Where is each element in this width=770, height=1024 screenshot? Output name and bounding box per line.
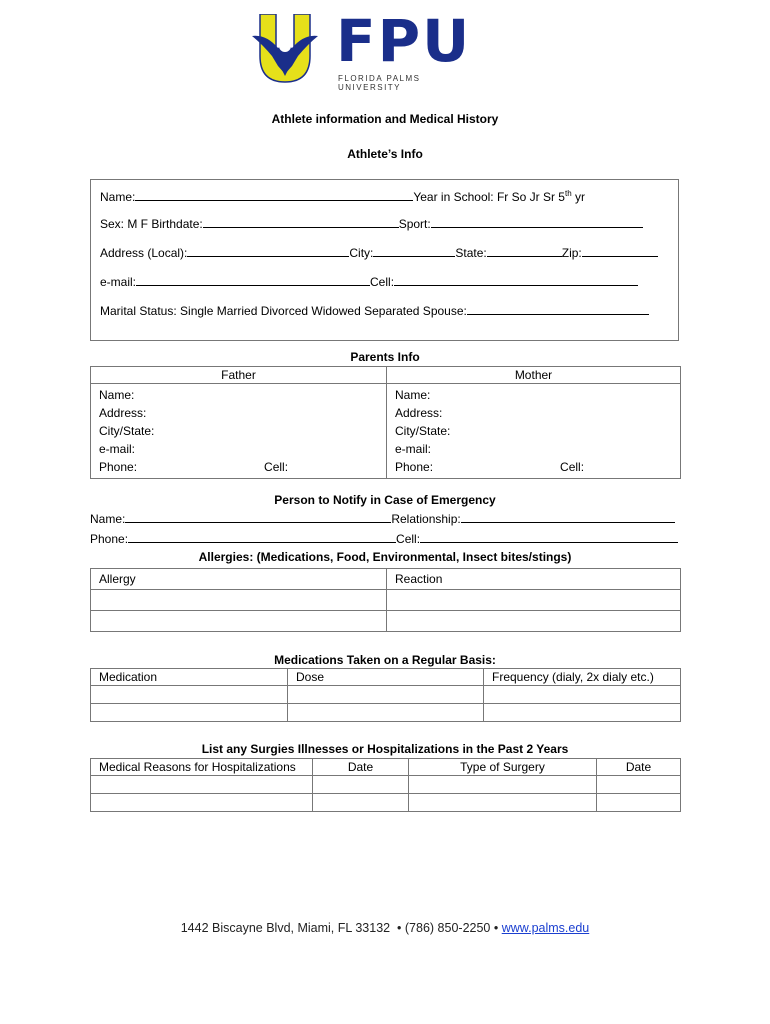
mother-phone-label: Phone: [395, 460, 434, 474]
cell-label: Cell: [370, 275, 395, 289]
date1-header: Date [313, 759, 409, 776]
emergency-heading: Person to Notify in Case of Emergency [274, 493, 496, 507]
emergency-name-field[interactable] [125, 510, 391, 523]
allergy-cell[interactable] [91, 611, 387, 632]
father-header: Father [91, 367, 387, 384]
allergies-heading: Allergies: (Medications, Food, Environmental, Insect bites/stings) [198, 550, 572, 564]
date2-header: Date [597, 759, 681, 776]
mother-name-label: Name: [395, 388, 431, 402]
emergency-phone-field[interactable] [128, 530, 396, 543]
father-address-label: Address: [99, 406, 147, 420]
emergency-phone-label: Phone: [90, 532, 129, 546]
email-field[interactable] [136, 273, 370, 286]
medications-table [90, 668, 681, 722]
medication-cell[interactable] [91, 704, 288, 722]
date2-cell[interactable] [597, 776, 681, 794]
father-city-state-label: City/State: [99, 424, 155, 438]
allergy-cell[interactable] [91, 590, 387, 611]
father-email-label: e-mail: [99, 442, 136, 456]
reaction-header: Reaction [387, 569, 681, 590]
footer [0, 921, 770, 935]
allergy-header: Allergy [91, 569, 387, 590]
father-cell-label: Cell: [264, 460, 289, 474]
reasons-cell[interactable] [91, 776, 313, 794]
zip-field[interactable] [582, 244, 658, 257]
parents-table [90, 366, 681, 479]
university-logo [252, 7, 484, 92]
reasons-header: Medical Reasons for Hospitalizations [91, 759, 313, 776]
logo-university-name: FLORIDA PALMS UNIVERSITY [338, 74, 421, 92]
relationship-label: Relationship: [391, 512, 461, 526]
date1-cell[interactable] [313, 794, 409, 812]
email-label: e-mail: [100, 275, 137, 289]
frequency-header: Frequency (dialy, 2x dialy etc.) [484, 669, 681, 686]
surgery-type-cell[interactable] [409, 776, 597, 794]
surgeries-table [90, 758, 681, 812]
eagle-shield-icon [252, 14, 318, 84]
frequency-cell[interactable] [484, 704, 681, 722]
surgery-type-cell[interactable] [409, 794, 597, 812]
address-field[interactable] [187, 244, 349, 257]
emergency-cell-label: Cell: [396, 532, 421, 546]
year-sup: th [564, 189, 572, 198]
reaction-cell[interactable] [387, 611, 681, 632]
athlete-name-label: Name: [100, 190, 136, 204]
mother-city-state-label: City/State: [395, 424, 451, 438]
sport-label: Sport: [398, 217, 431, 231]
year-in-school-label: Year in School: Fr So Jr Sr 5 [413, 190, 565, 204]
allergies-table [90, 568, 681, 632]
document-title: Athlete information and Medical History [271, 112, 499, 126]
athlete-name-field[interactable] [135, 188, 413, 201]
website-link[interactable]: www.palms.edu [501, 921, 590, 935]
city-label: City: [349, 246, 374, 260]
athlete-info-box [90, 179, 679, 341]
birthdate-field[interactable] [203, 215, 399, 228]
father-details[interactable] [91, 384, 387, 479]
mother-details[interactable] [387, 384, 681, 479]
cell-field[interactable] [394, 273, 638, 286]
sport-field[interactable] [431, 215, 643, 228]
mother-email-label: e-mail: [395, 442, 432, 456]
reasons-cell[interactable] [91, 794, 313, 812]
state-label: State: [455, 246, 487, 260]
reaction-cell[interactable] [387, 590, 681, 611]
medication-cell[interactable] [91, 686, 288, 704]
mother-cell-label: Cell: [560, 460, 585, 474]
father-name-label: Name: [99, 388, 135, 402]
dose-cell[interactable] [288, 704, 484, 722]
athlete-info-heading: Athlete’s Info [347, 147, 423, 161]
marital-status-label: Marital Status: Single Married Divorced Widowed Separated Spouse: [100, 304, 467, 318]
sex-birthdate-label: Sex: M F Birthdate: [100, 217, 203, 231]
medication-header: Medication [91, 669, 288, 686]
logo-letters: FPU [336, 7, 472, 75]
frequency-cell[interactable] [484, 686, 681, 704]
date2-cell[interactable] [597, 794, 681, 812]
footer-address: 1442 Biscayne Blvd, Miami, FL 33132 • (786) 850-2250 • [180, 921, 502, 935]
father-phone-label: Phone: [99, 460, 138, 474]
mother-address-label: Address: [395, 406, 443, 420]
relationship-field[interactable] [461, 510, 675, 523]
emergency-name-label: Name: [90, 512, 126, 526]
dose-header: Dose [288, 669, 484, 686]
surgeries-heading: List any Surgies Illnesses or Hospitalizations in the Past 2 Years [201, 742, 569, 756]
city-field[interactable] [373, 244, 455, 257]
medications-heading: Medications Taken on a Regular Basis: [274, 653, 496, 667]
parents-info-heading: Parents Info [350, 350, 420, 364]
mother-header: Mother [387, 367, 681, 384]
dose-cell[interactable] [288, 686, 484, 704]
address-label: Address (Local): [100, 246, 188, 260]
state-field[interactable] [487, 244, 562, 257]
surgery-type-header: Type of Surgery [409, 759, 597, 776]
emergency-cell-field[interactable] [420, 530, 678, 543]
date1-cell[interactable] [313, 776, 409, 794]
year-suffix: yr [571, 190, 585, 204]
spouse-field[interactable] [467, 302, 649, 315]
zip-label: Zip: [561, 246, 582, 260]
